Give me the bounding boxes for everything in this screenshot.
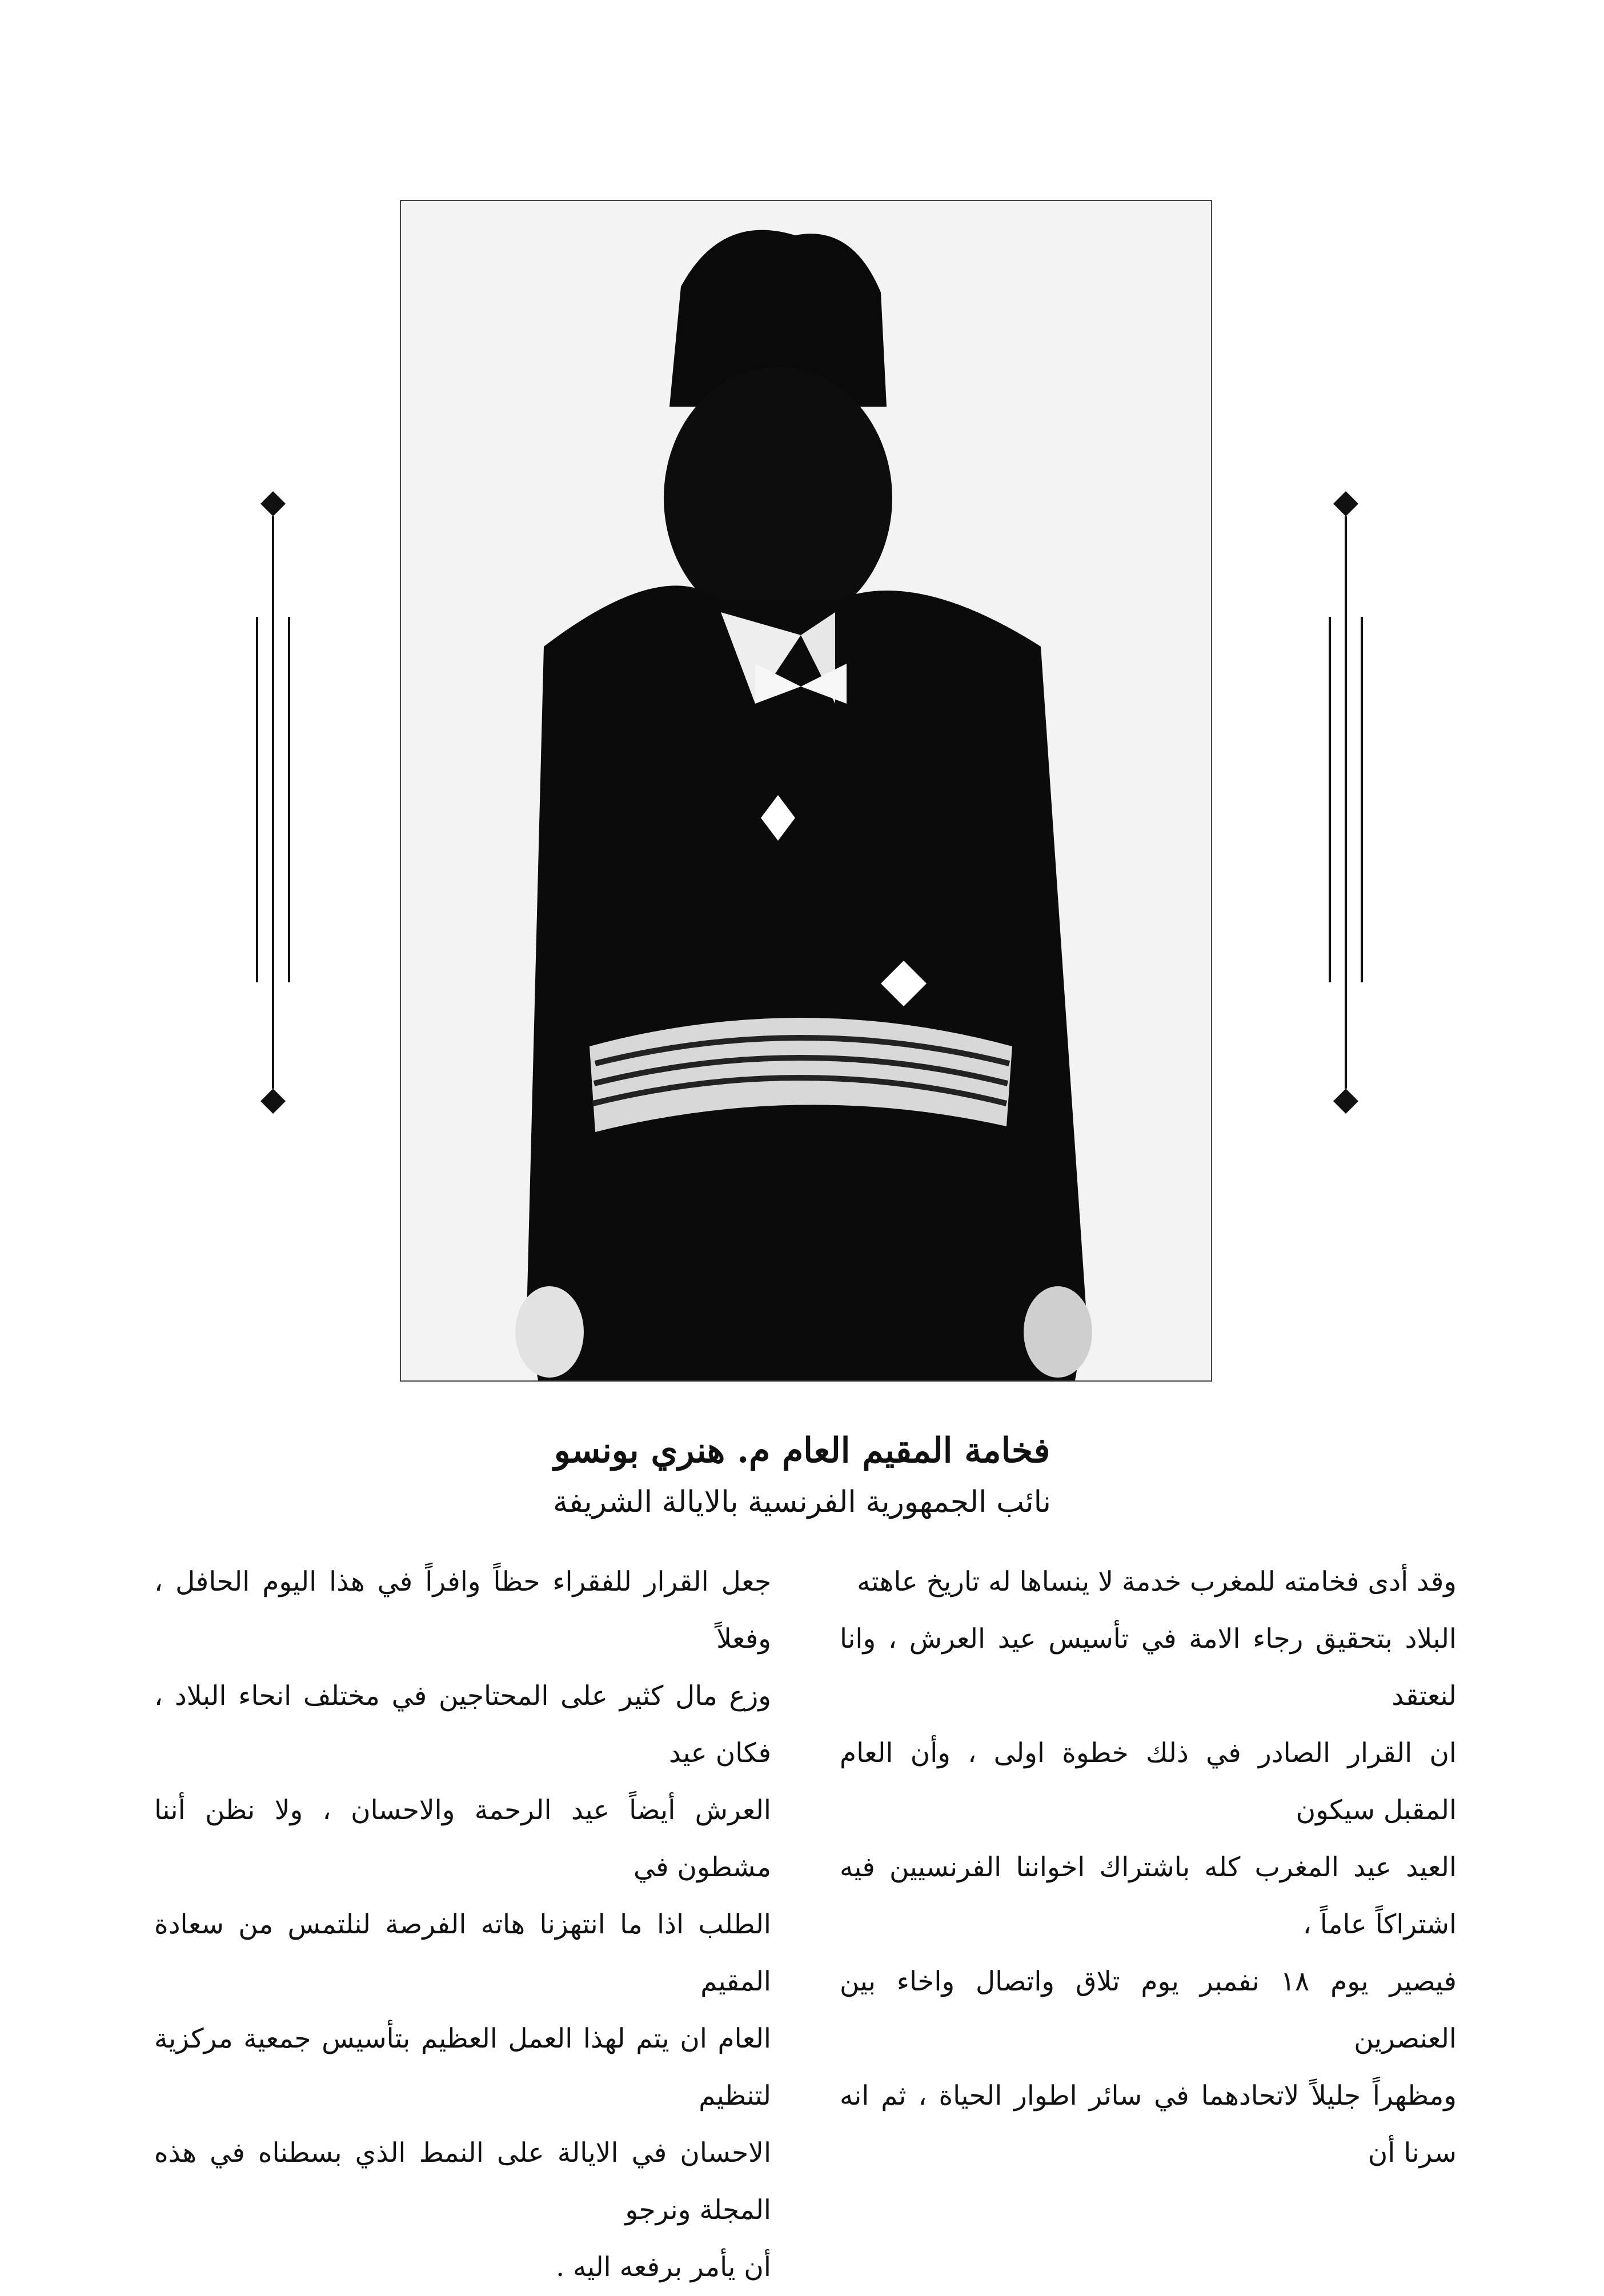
ornament-vertical-rules-left: [239, 491, 307, 1114]
text-line: الطلب اذا ما انتهزنا هاته الفرصة لنلتمس من سعادة المقيم: [154, 1909, 771, 1997]
ornament-vertical-rules-right: [1312, 491, 1380, 1114]
left-ornament: [239, 491, 307, 1114]
photo-caption-subtitle: نائب الجمهورية الفرنسية بالايالة الشريفة: [553, 1485, 1051, 1519]
text-line: العيد عيد المغرب كله باشتراك اخواننا الفرنسيين فيه اشتراكاً عاماً ،: [840, 1852, 1457, 1940]
portrait-silhouette: [401, 201, 1211, 1380]
text-line: أن يأمر برفعه اليه .: [556, 2251, 771, 2283]
article-column-left: [154, 1554, 771, 2296]
text-line: ان القرار الصادر في ذلك خطوة اولى ، وأن العام المقبل سيكون: [840, 1737, 1457, 1826]
text-line: العرش أيضاً عيد الرحمة والاحسان ، ولا نظن أننا مشطون في: [154, 1795, 771, 1883]
text-line: العام ان يتم لهذا العمل العظيم بتأسيس جمعية مركزية لتنظيم: [154, 2023, 771, 2112]
text-line: البلاد بتحقيق رجاء الامة في تأسيس عيد العرش ، وانا لنعتقد: [840, 1623, 1457, 1712]
text-line: وقد أدى فخامته للمغرب خدمة لا ينساها له تاريخ عاهته: [857, 1566, 1457, 1597]
text-line: فيصير يوم ١٨ نفمبر يوم تلاق واتصال واخاء بين العنصرين: [840, 1966, 1457, 2054]
photo-caption-title: فخامة المقيم العام م. هنري بونسو: [554, 1431, 1050, 1471]
text-line: الاحسان في الايالة على النمط الذي بسطناه في هذه المجلة ونرجو: [154, 2137, 771, 2226]
text-line: جعل القرار للفقراء حظاً وافراً في هذا اليوم الحافل ، وفعلاً: [154, 1566, 771, 1655]
portrait-photo: [400, 200, 1212, 1382]
text-line: وزع مال كثير على المحتاجين في مختلف انحاء البلاد ، فكان عيد: [154, 1680, 771, 1769]
right-ornament: [1312, 491, 1380, 1114]
article-column-right: [840, 1554, 1457, 2182]
text-line: ومظهراً جليلاً لاتحادهما في سائر اطوار الحياة ، ثم انه سرنا أن: [840, 2080, 1457, 2169]
